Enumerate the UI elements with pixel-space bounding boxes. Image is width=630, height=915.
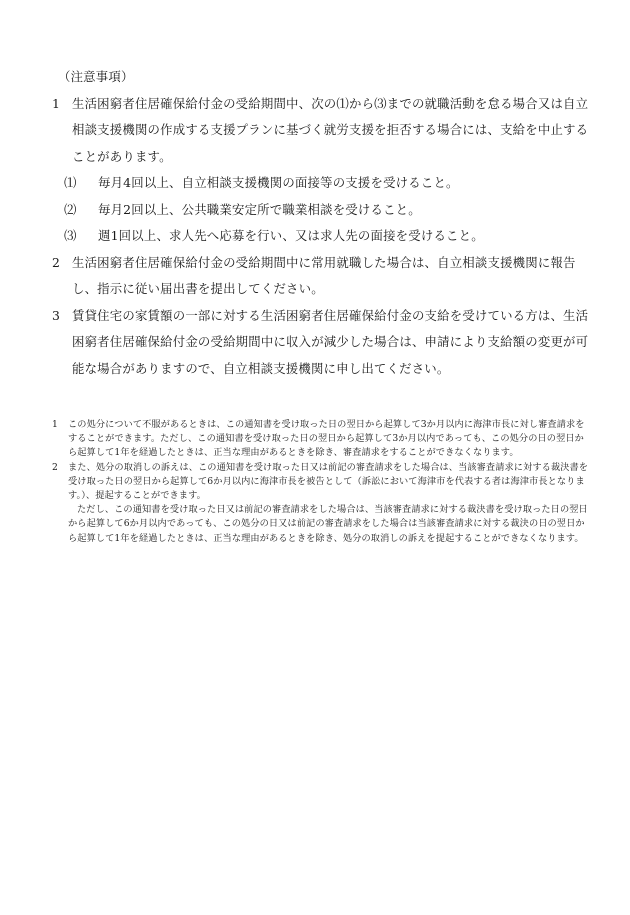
appeal-notice-continuation: ただし、この通知書を受け取った日又は前記の審査請求をした場合は、当該審査請求に対する裁決書を受け取った日の翌日から起算して6か月以内であっても、この処分の日又は前記の審査請求をした場合は当該審査請求に対する裁決の日の翌日から起算して1年を経過したときは、正当な理由があるときを除き、処分の取消しの訴えを提起することができなくなります。: [68, 504, 588, 544]
appeal-notice-item-2: [52, 461, 590, 546]
subitem-number: ⑶: [64, 228, 77, 243]
precaution-item-number: 2: [52, 254, 61, 270]
subitem-text: 毎月2回以上、公共職業安定所で職業相談を受けること。: [98, 201, 421, 217]
precautions-section: [52, 64, 592, 382]
precaution-item-number: 3: [52, 307, 61, 323]
precaution-item-3: [52, 303, 592, 383]
precautions-heading: （注意事項）: [58, 69, 134, 84]
precaution-item-text: 賃貸住宅の家賃額の一部に対する生活困窮者住居確保給付金の支給を受けている方は、生活困窮者住居確保給付金の受給期間中に収入が減少した場合は、申請により支給額の変更が可能な場合がありますので、自立相談支援機関に申し出てください。: [72, 307, 589, 376]
subitem-text: 週1回以上、求人先へ応募を行い、又は求人先の面接を受けること。: [98, 228, 484, 243]
precaution-subitem-1: [64, 170, 592, 197]
subitem-number: ⑵: [64, 201, 77, 217]
subitem-number: ⑴: [64, 175, 77, 190]
appeal-notice-section: [52, 418, 590, 546]
precaution-subitem-2: [64, 197, 592, 224]
precaution-item-text: 生活困窮者住居確保給付金の受給期間中に常用就職した場合は、自立相談支援機関に報告し、指示に従い届出書を提出してください。: [72, 254, 576, 296]
subitem-text: 毎月4回以上、自立相談支援機関の面接等の支援を受けること。: [98, 175, 459, 190]
appeal-notice-body: [68, 461, 590, 546]
appeal-notice-number: 2: [52, 461, 58, 473]
precaution-item-1: [52, 91, 592, 171]
precaution-subitem-3: [64, 223, 592, 250]
precaution-item-2: [52, 250, 592, 303]
precaution-item-number: 1: [52, 95, 61, 111]
appeal-notice-item-1: [52, 418, 590, 461]
appeal-notice-number: 1: [52, 419, 58, 430]
appeal-notice-text: この処分について不服があるときは、この通知書を受け取った日の翌日から起算して3か月以内に海津市長に対し審査請求をすることができます。ただし、この通知書を受け取った日の翌日から起算して3か月以内であっても、この処分の日の翌日から起算して1年を経過したときは、正当な理由があるときを除き、審査請求をすることができなくなります。: [68, 419, 585, 459]
precaution-item-text: 生活困窮者住居確保給付金の受給期間中、次の⑴から⑶までの就職活動を怠る場合又は自立相談支援機関の作成する支援プランに基づく就労支援を拒否する場合には、支給を中止することがあります。: [72, 95, 589, 164]
appeal-notice-text: また、処分の取消しの訴えは、この通知書を受け取った日又は前記の審査請求をした場合は、当該審査請求に対する裁決書を受け取った日の翌日から起算して6か月以内に海津市長を被告として（訴訟において海津市を代表する者は海津市長となります。）、提起することができます。: [68, 461, 589, 502]
